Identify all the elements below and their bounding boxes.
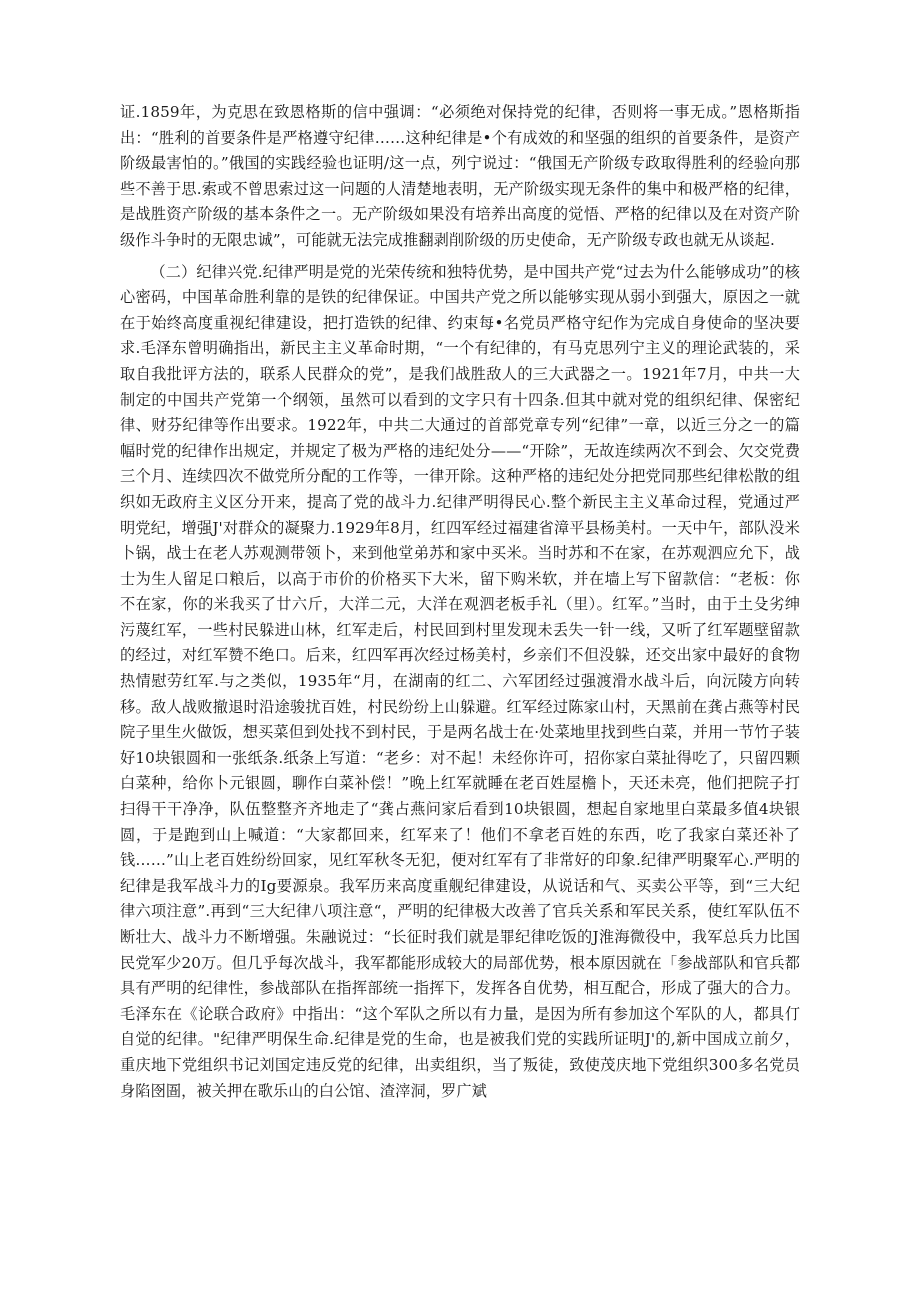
paragraph-discipline-section: （二）纪律兴党.纪律严明是党的光荣传统和独特优势，是中国共产党“过去为什么能够成功”的核心密码，中国革命胜利靠的是铁的纪律保证。中国共产党之所以能够实现从弱小到强大，原因之一就在于始终高度重视纪律建设，把打造铁的纪律、约束每•名党员严格守纪作为完成自身使命的坚决要求.毛泽东曾明确指出，新民主主义革命时期，“一个有纪律的，有马克思列宁主义的理论武装的，采取自我批评方法的，联系人民群众的党”，是我们战胜敌人的三大武器之一。1921年7月，中共一大制定的中国共产党第一个纲领，虽然可以看到的文字只有十四条.但其中就对党的组织纪律、保密纪律、财芬纪律等作出要求。1922年，中共二大通过的首部党章专列“纪律”一章，以近三分之一的篇幅时党的纪律作出规定，并规定了极为严格的违纪处分——“开除”，无故连续两次不到会、欠交党费三个月、连续四次不做党所分配的工作等，一律开除。这种严格的违纪处分把党同那些纪律松散的组织如无政府主义区分开来，提高了党的战斗力.纪律严明得民心.整个新民主主义革命过程，党通过严明党纪，增强J'对群众的凝聚力.1929年8月，红四军经过福建省漳平县杨美村。一天中午，部队没米卜锅，战士在老人苏观测带领卜，来到他堂弟苏和家中买米。当时苏和不在家，在苏观泗应允下，战士为生人留足口粮后，以高于市价的价格买下大米，留下购米软，并在墙上写下留款信：“老板：你不在家，你的米我买了廿六斤，大洋二元，大洋在观泗老板手礼（里）。红军。”当时，由于土殳劣绅污蔑红军，一些村民躲进山林，红军走后，村民回到村里发现未丢失一针一线，又听了红军题壁留款的经过，对红军赞不绝口。后来，红四军再次经过杨美村，乡亲们不但没躲，还交出家中最好的食物热情慰劳红军.与之类似，1935年“月，在湖南的红二、六军团经过强渡滑水战斗后，向沅陵方向转移。敌人战败撤退时沿途骏扰百姓，村民纷纷上山躲避。红军经过陈家山村，天黑前在龚占燕等村民院子里生火做饭，想买菜但到处找不到村民，于是两名战士在·处菜地里找到些白菜，并用一节竹子装好10块银圆和一张纸条.纸条上写道：“老乡：对不起！未经你许可，招你家白菜扯得吃了，只留四颗白菜种，给你卜元银圆，聊作白菜补偿！”晚上红军就睡在老百姓屋檐卜，天还未亮，他们把院子打扫得干干净净，队伍整整齐齐地走了“龚占燕问家后看到10块银圆，想起自家地里白菜最多值4块银圆，于是跑到山上喊道：“大家都回来，红军来了！他们不拿老百姓的东西，吃了我家白菜还补了钱……”山上老百姓纷纷回家，见红军秋冬无犯，便对红军有了非常好的印象.纪律严明聚军心.严明的纪律是我军战斗力的Ig要源泉。我军历来高度重舰纪律建设，从说话和气、买卖公平等，到“三大纪律六项注意”.再到“三大纪律八项注意“，严明的纪律极大改善了官兵关系和军民关系，使红军队伍不断壮大、战斗力不断增强。朱融说过：“长征时我们就是罪纪律吃饭的J淮海微役中，我军总兵力比国民党军少20万。但几乎每次战斗，我军都能形成较大的局部优势，根本原因就在「参战部队和官兵都具有严明的纪律性，参战部队在指挥部统一指挥下，发挥各自优势，相互配合，形成了强大的合力。毛泽东在《论联合政府》中指出：“这个军队之所以有力量，是因为所有参加这个军队的人，都具仃自觉的纪律。"纪律严明保生命.纪律是党的生命，也是被我们党的实践所证明J'的,新中国成立前夕，重庆地下党组织书记刘国定违反党的纪律，出卖组织，当了叛徒，致使茂庆地下党组织300多名党员身陷囹圄，被关押在歌乐山的白公馆、渣滓洞，罗广斌 (120, 262, 800, 1100)
paragraph-continuation: 证.1859年，为克思在致恩格斯的信中强调：“必须绝对保持党的纪律，否则将一事无成。”恩格斯指出：“胜利的首要条件是严格遵守纪律……这种纪律是•个有成效的和坚强的组织的首要条件，是资产阶级最害怕的。”俄国的实践经验也证明/这一点，列宁说过：“俄国无产阶级专政取得胜利的经验向那些不善于思.索或不曾思索过这一问题的人清楚地表明，无产阶级实现无条件的集中和极严格的纪律，是战胜资产阶级的基本条件之一。无产阶级如果没有培养出高度的觉悟、严格的纪律以及在对资产阶级作斗争时的无限忠诚”，可能就无法完成推翻剥削阶级的历史使命，无产阶级专政也就无从谈起. (120, 103, 800, 249)
document-page (120, 100, 800, 1104)
